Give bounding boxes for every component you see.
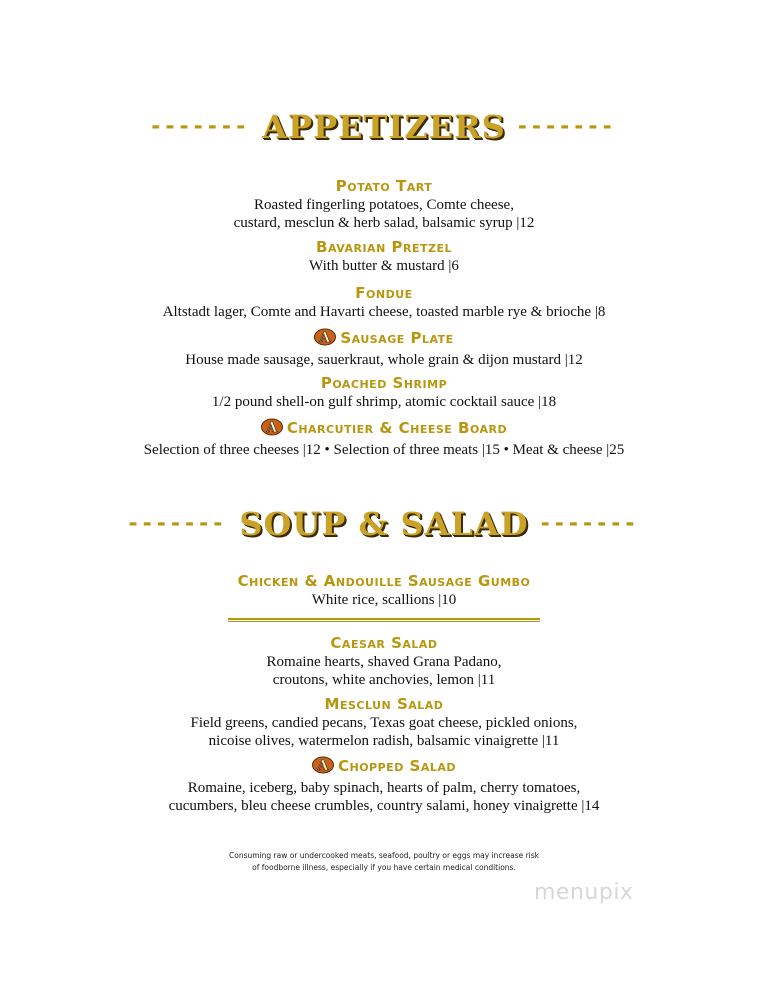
menu-item-gumbo: [0, 571, 768, 609]
item-desc: House made sausage, sauerkraut, whole grain & dijon mustard |12: [185, 352, 583, 368]
item-title-row: [0, 756, 768, 779]
item-desc: Selection of three cheeses |12 • Selection of three meats |15 • Meat & cheese |25: [143, 442, 625, 458]
item-title: Mesclun Salad: [324, 695, 444, 713]
signature-a-badge-icon: [314, 328, 336, 351]
item-title: Chicken & Andouille Sausage Gumbo: [237, 572, 531, 590]
disclaimer-line: Consuming raw or undercooked meats, seafood, poultry or eggs may increase risk: [229, 851, 539, 860]
appetizers-header: [0, 108, 768, 146]
item-title: Charcutier & Cheese Board: [286, 419, 508, 437]
item-desc: With butter & mustard |6: [309, 258, 459, 274]
item-desc: Romaine hearts, shaved Grana Padano,: [266, 654, 502, 670]
menu-item-mesclun-salad: [0, 694, 768, 750]
item-title: Chopped Salad: [337, 757, 457, 775]
item-title: Fondue: [355, 284, 413, 302]
menu-item-potato-tart: [0, 176, 768, 232]
item-title: Poached Shrimp: [320, 374, 448, 392]
soup-salad-header: [0, 505, 768, 543]
disclaimer-line: of foodborne illness, especially if you have certain medical conditions.: [252, 863, 516, 872]
menu-item-fondue: [0, 283, 768, 321]
menu-item-bavarian-pretzel: [0, 237, 768, 275]
item-title: Sausage Plate: [340, 329, 454, 347]
menu-item-caesar-salad: [0, 633, 768, 689]
signature-a-badge-icon: [261, 418, 283, 441]
item-title: Caesar Salad: [330, 634, 438, 652]
menu-item-sausage-plate: [0, 328, 768, 369]
item-desc: Field greens, candied pecans, Texas goat cheese, pickled onions,: [190, 715, 578, 731]
item-title: Potato Tart: [335, 177, 433, 195]
section-title-soup-salad: SOUP & SALAD: [239, 505, 529, 543]
item-desc: custard, mesclun & herb salad, balsamic syrup |12: [233, 215, 535, 231]
item-title-row: [0, 328, 768, 351]
left-dashes: -------: [151, 114, 251, 140]
item-title-row: [0, 418, 768, 441]
menu-item-chopped-salad: [0, 756, 768, 815]
right-dashes: -------: [517, 114, 617, 140]
health-disclaimer: [0, 850, 768, 874]
left-dashes: -------: [128, 511, 228, 537]
item-desc: croutons, white anchovies, lemon |11: [272, 672, 496, 688]
item-desc: Altstadt lager, Comte and Havarti cheese, toasted marble rye & brioche |8: [162, 304, 606, 320]
item-desc: Romaine, iceberg, baby spinach, hearts of palm, cherry tomatoes,: [187, 780, 581, 796]
signature-a-badge-icon: [312, 756, 334, 779]
item-desc: 1/2 pound shell-on gulf shrimp, atomic cocktail sauce |18: [211, 394, 557, 410]
menu-item-poached-shrimp: [0, 373, 768, 411]
svg-text:A: A: [319, 330, 332, 346]
gold-divider: [228, 618, 540, 622]
right-dashes: -------: [540, 511, 640, 537]
item-desc: cucumbers, bleu cheese crumbles, country salami, honey vinaigrette |14: [168, 798, 600, 814]
item-desc: Roasted fingerling potatoes, Comte cheese,: [254, 197, 514, 213]
svg-text:A: A: [266, 420, 278, 436]
item-desc: nicoise olives, watermelon radish, balsamic vinaigrette |11: [208, 733, 560, 749]
item-title: Bavarian Pretzel: [316, 238, 452, 256]
menupix-watermark: menupix: [534, 880, 634, 905]
item-desc: White rice, scallions |10: [311, 592, 457, 608]
menu-item-charcutier-board: [0, 418, 768, 459]
section-title-appetizers: APPETIZERS: [262, 108, 506, 146]
svg-text:A: A: [317, 758, 329, 774]
